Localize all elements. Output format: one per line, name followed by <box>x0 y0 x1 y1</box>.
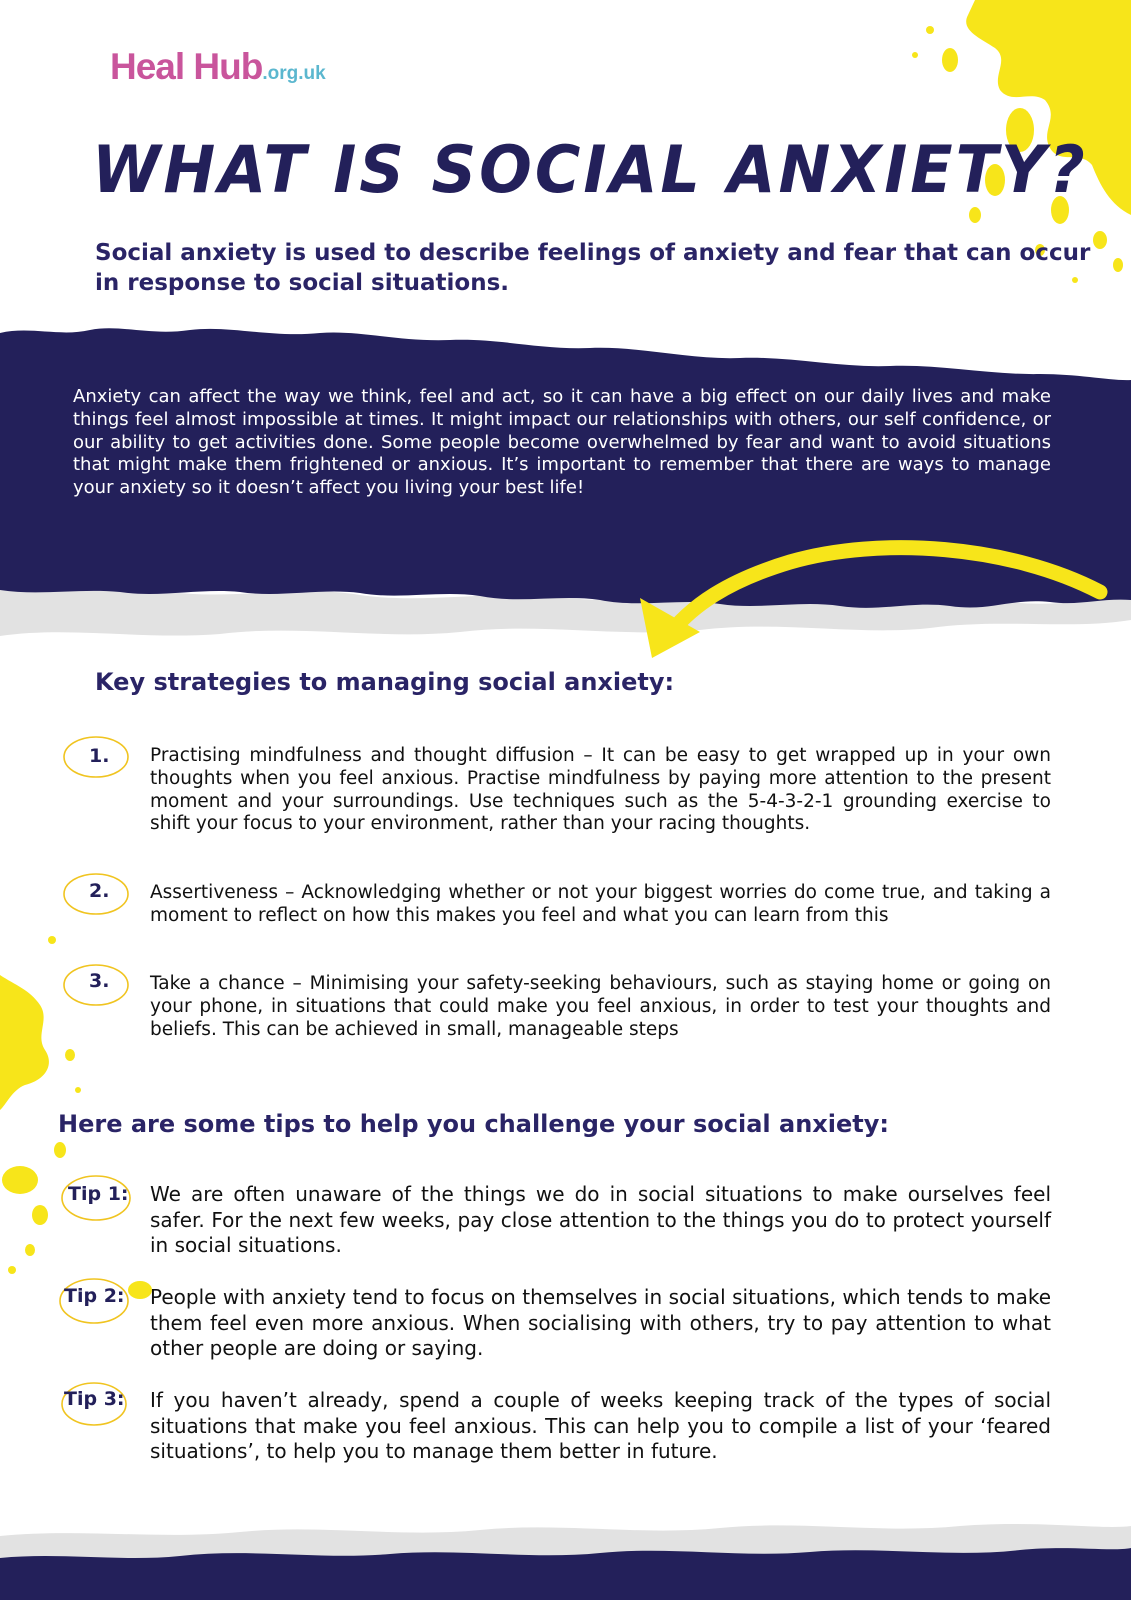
strategy-text: Practising mindfulness and thought diffusion – It can be easy to get wrapped up in your own thoughts when you feel anxious. Practise mindfulness by paying more attention to the present moment and your surroundings. Use techniques such as the 5-4-3-2-1 grounding exercise to shift your focus to your environment, rather than your racing thoughts. <box>150 745 1051 835</box>
strategy-text: Assertiveness – Acknowledging whether or not your biggest worries do come true, and taking a moment to reflect on how this makes you feel and what you can learn from this <box>150 882 1051 926</box>
strategy-number: 2. <box>89 880 110 902</box>
logo-name: Heal Hub <box>110 46 263 87</box>
strategy-text: Take a chance – Minimising your safety-seeking behaviours, such as staying home or going on your phone, in situations that could make you feel anxious, in order to test your thoughts and beliefs. This can be achieved in small, manageable steps <box>150 973 1051 1040</box>
number-circles <box>60 737 130 1425</box>
page-subtitle: Social anxiety is used to describe feelings of anxiety and fear that can occur in response to social situations. <box>95 240 1091 296</box>
tip-label: Tip 1: <box>68 1183 129 1205</box>
strategy-number: 1. <box>89 745 110 767</box>
bottom-torn-strip <box>0 1524 1131 1600</box>
tip-text: People with anxiety tend to focus on themselves in social situations, which tends to make them feel even more anxious. When socialising with others, try to pay attention to what other people are doing or saying. <box>150 1285 1051 1360</box>
tip-label: Tip 3: <box>64 1388 125 1410</box>
tips-heading: Here are some tips to help you challenge your social anxiety: <box>58 1110 889 1138</box>
strategies-heading: Key strategies to managing social anxiety: <box>95 668 675 696</box>
tip-label: Tip 2: <box>64 1285 125 1307</box>
logo-domain: .org.uk <box>262 63 326 84</box>
page-title: WHAT IS SOCIAL ANXIETY? <box>92 131 1088 208</box>
tip-text: We are often unaware of the things we do in social situations to make ourselves feel safer. For the next few weeks, pay close attention to the things you do to protect yourself in social situations. <box>150 1182 1051 1257</box>
strategy-number: 3. <box>89 970 110 992</box>
tip-text: If you haven’t already, spend a couple of weeks keeping track of the types of social situations that make you feel anxious. This can help you to compile a list of your ‘feared situations’, to help you to manage them better in future. <box>150 1388 1051 1463</box>
heal-hub-logo <box>110 46 326 88</box>
banner-text: Anxiety can affect the way we think, feel and act, so it can have a big effect on our daily lives and make things feel almost impossible at times. It might impact our relationships with others, our self confidence, or our ability to get activities done. Some people become overwhelmed by fear and want to avoid situations that might make them frightened or anxious. It’s important to remember that there are ways to manage your anxiety so it doesn’t affect you living your best life! <box>73 386 1051 499</box>
